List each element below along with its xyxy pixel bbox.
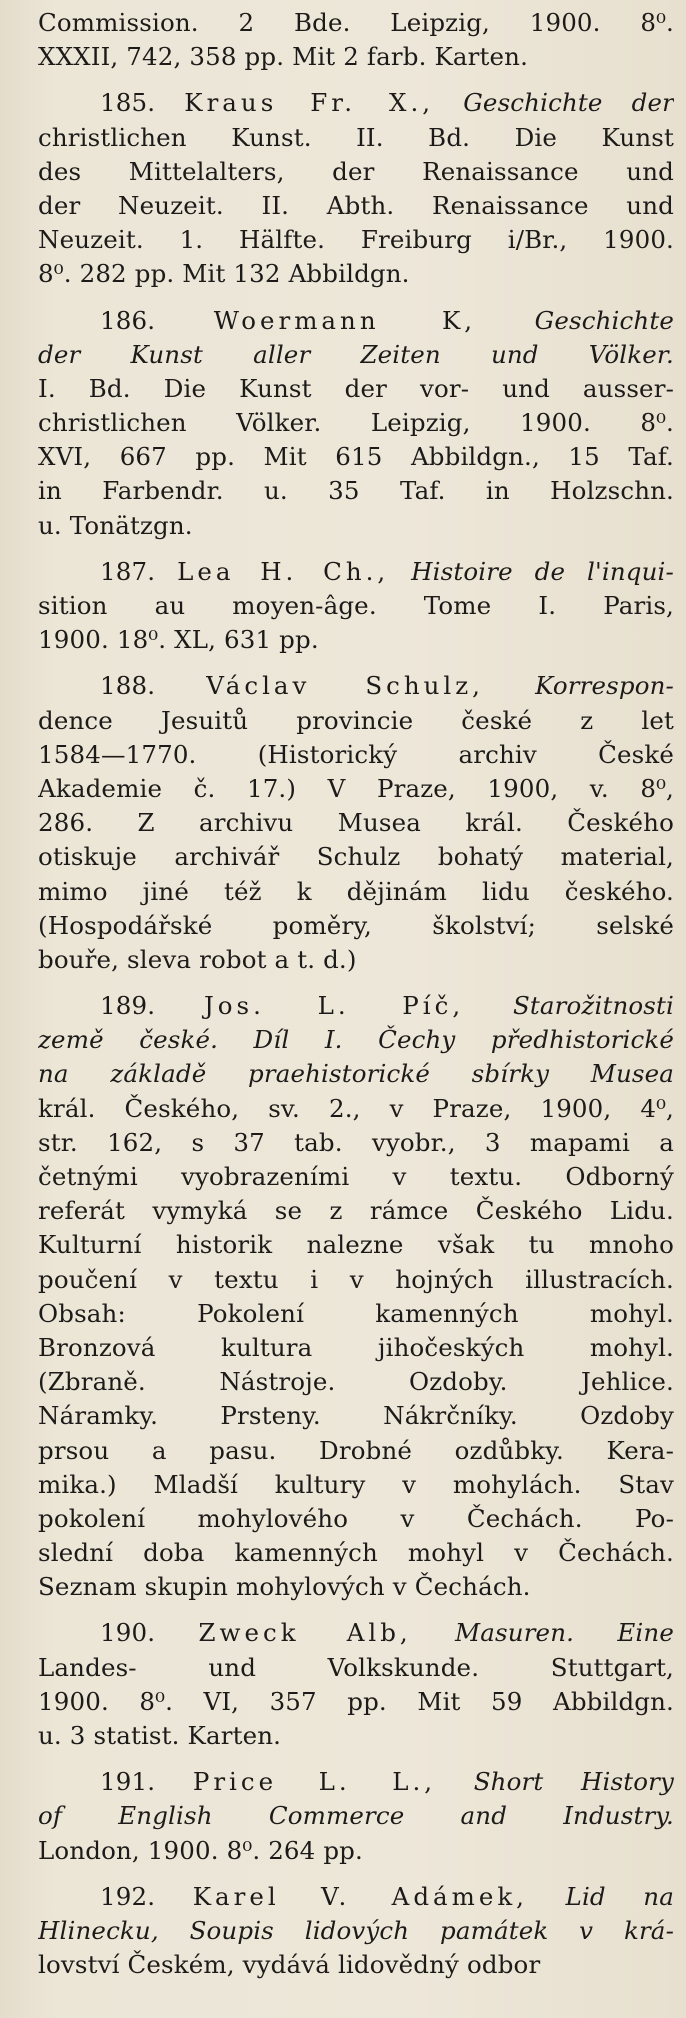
text-line: prsou a pasu. Drobné ozdůbky. Kera- bbox=[38, 1435, 674, 1465]
text-line: Neuzeit. 1. Hälfte. Freiburg i/Br., 1900. bbox=[38, 225, 674, 255]
text-line: Obsah: Pokolení kamenných mohyl. bbox=[38, 1298, 674, 1328]
text-line: Akademie č. 17.) V Praze, 1900, v. 8⁰, bbox=[38, 773, 674, 803]
entry-title: Histoire de l'inqui- bbox=[411, 556, 674, 586]
text-line: 286. Z archivu Musea král. Českého bbox=[38, 808, 674, 838]
entry-continuation bbox=[38, 6, 674, 74]
text-line: četnými vyobrazeními v textu. Odborný bbox=[38, 1162, 674, 1191]
title-line: na základě praehistorické sbírky Musea bbox=[38, 1059, 674, 1089]
text-line: Seznam skupin mohylových v Čechách. bbox=[38, 1572, 531, 1602]
text-line: mimo jiné též k dějinám lidu českého. bbox=[38, 876, 674, 906]
text-line: král. Českého, sv. 2., v Praze, 1900, 4⁰, bbox=[38, 1093, 674, 1123]
entry-title: Masuren. Eine bbox=[455, 1618, 674, 1648]
entry-author: Jos. L. Píč, bbox=[203, 991, 465, 1021]
text-line: christlichen Völker. Leipzig, 1900. 8⁰. bbox=[38, 408, 674, 438]
entry-title: Geschichte bbox=[534, 305, 674, 335]
entry-187 bbox=[38, 555, 674, 658]
entry-number: 189. bbox=[100, 991, 156, 1021]
entry-title: Lid na bbox=[565, 1881, 674, 1911]
text-line: (Hospodářské poměry, školství; selské bbox=[38, 910, 674, 940]
entry-title: Korrespon- bbox=[535, 671, 674, 701]
text-line: u. 3 statist. Karten. bbox=[38, 1721, 282, 1750]
entry-189 bbox=[38, 989, 674, 1604]
text-line: u. Tonätzgn. bbox=[38, 510, 193, 540]
text-line: I. Bd. Die Kunst der vor- und ausser- bbox=[38, 373, 674, 403]
text-line: poučení v textu i v hojných illustracích. bbox=[38, 1264, 674, 1294]
entry-heading bbox=[38, 555, 674, 589]
text-line: Landes- und Volkskunde. Stuttgart, bbox=[38, 1652, 674, 1682]
entry-number: 191. bbox=[100, 1767, 156, 1797]
entry-author: Woermann K, bbox=[213, 305, 477, 335]
entry-heading bbox=[38, 86, 674, 120]
text-line: Náramky. Prsteny. Nákrčníky. Ozdoby bbox=[38, 1401, 674, 1431]
title-line: der Kunst aller Zeiten und Völker. bbox=[38, 339, 674, 369]
entry-heading bbox=[38, 1616, 674, 1650]
text-line: mika.) Mladší kultury v mohylách. Stav bbox=[38, 1469, 674, 1499]
entry-number: 188. bbox=[100, 671, 156, 701]
entry-190 bbox=[38, 1616, 674, 1753]
text-line: 8⁰. 282 pp. Mit 132 Abbildgn. bbox=[38, 259, 410, 289]
entry-number: 186. bbox=[100, 305, 156, 335]
entry-title: Geschichte der bbox=[463, 88, 674, 118]
text-line: London, 1900. 8⁰. 264 pp. bbox=[38, 1835, 363, 1865]
entry-author: Václav Schulz, bbox=[206, 671, 484, 701]
text-line: christlichen Kunst. II. Bd. Die Kunst bbox=[38, 122, 674, 152]
entry-title: Starožitnosti bbox=[512, 991, 674, 1021]
entry-192 bbox=[38, 1880, 674, 1983]
text-line: lovství Českém, vydává lidovědný odbor bbox=[38, 1950, 541, 1980]
text-line: XXXII, 742, 358 pp. Mit 2 farb. Karten. bbox=[38, 42, 529, 72]
entry-author: Karel V. Adámek, bbox=[192, 1881, 528, 1911]
entry-number: 187. bbox=[100, 556, 156, 586]
text-line: in Farbendr. u. 35 Taf. in Holzschn. bbox=[38, 476, 674, 506]
text-line: XVI, 667 pp. Mit 615 Abbildgn., 15 Taf. bbox=[38, 442, 674, 472]
entry-heading bbox=[38, 989, 674, 1023]
entry-188 bbox=[38, 669, 674, 977]
text-line: 1584—1770. (Historický archiv České bbox=[38, 739, 674, 769]
text-line bbox=[38, 1914, 674, 1948]
title-line: Hlinecku, Soupis lidových památek v krá- bbox=[38, 1915, 674, 1945]
text-line: Bronzová kultura jihočeských mohyl. bbox=[38, 1332, 674, 1362]
text-line: otiskuje archivář Schulz bohatý material, bbox=[38, 842, 674, 872]
entry-number: 185. bbox=[100, 88, 156, 118]
entry-author: Kraus Fr. X., bbox=[184, 88, 435, 118]
text-line: 1900. 8⁰. VI, 357 pp. Mit 59 Abbildgn. bbox=[38, 1686, 674, 1716]
entry-number: 190. bbox=[100, 1618, 156, 1648]
entry-author: Lea H. Ch., bbox=[177, 556, 390, 586]
title-line: of English Commerce and Industry. bbox=[38, 1801, 674, 1831]
entry-author: Price L. L., bbox=[192, 1767, 437, 1797]
entry-heading bbox=[38, 1880, 674, 1914]
text-line bbox=[38, 1057, 674, 1091]
entry-author: Zweck Alb, bbox=[198, 1618, 412, 1648]
text-line: slední doba kamenných mohyl v Čechách. bbox=[38, 1538, 674, 1568]
text-line: pokolení mohylového v Čechách. Po- bbox=[38, 1503, 674, 1533]
text-line: 1900. 18⁰. XL, 631 pp. bbox=[38, 625, 319, 655]
entry-heading bbox=[38, 304, 674, 338]
entry-number: 192. bbox=[100, 1881, 156, 1911]
entry-185 bbox=[38, 86, 674, 291]
text-line: bouře, sleva robot a t. d.) bbox=[38, 944, 357, 974]
entry-heading bbox=[38, 1765, 674, 1799]
text-line bbox=[38, 1799, 674, 1833]
entry-186 bbox=[38, 304, 674, 543]
text-line: Kulturní historik nalezne však tu mnoho bbox=[38, 1230, 674, 1260]
text-line: referát vymyká se z rámce Českého Lidu. bbox=[38, 1196, 674, 1226]
entry-191 bbox=[38, 1765, 674, 1868]
entry-heading bbox=[38, 669, 674, 703]
text-line: dence Jesuitů provincie české z let bbox=[38, 705, 674, 735]
text-line: des Mittelalters, der Renaissance und bbox=[38, 156, 674, 186]
text-line: Commission. 2 Bde. Leipzig, 1900. 8⁰. bbox=[38, 8, 674, 37]
entry-title: Short History bbox=[473, 1767, 674, 1797]
text-line: str. 162, s 37 tab. vyobr., 3 mapami a bbox=[38, 1127, 674, 1157]
text-line bbox=[38, 1023, 674, 1057]
text-line: der Neuzeit. II. Abth. Renaissance und bbox=[38, 190, 674, 220]
text-line: sition au moyen-âge. Tome I. Paris, bbox=[38, 591, 674, 620]
text-line: (Zbraně. Nástroje. Ozdoby. Jehlice. bbox=[38, 1367, 674, 1397]
text-line bbox=[38, 338, 674, 372]
title-line: země české. Díl I. Čechy předhistorické bbox=[38, 1025, 674, 1055]
